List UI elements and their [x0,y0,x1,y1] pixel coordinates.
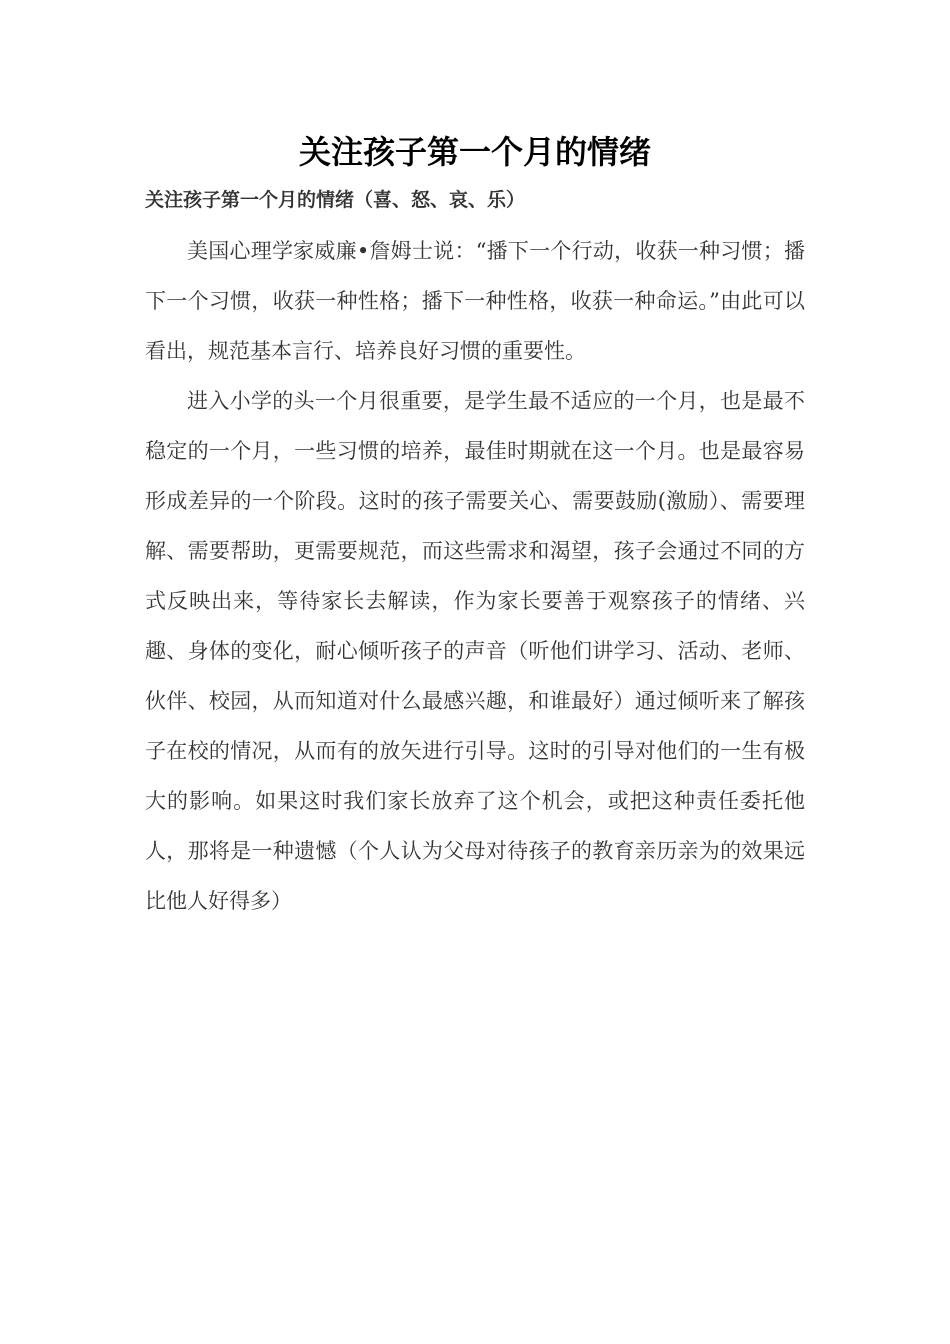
document-body [145,226,805,926]
document-subtitle: 关注孩子第一个月的情绪（喜、怒、哀、乐） [145,189,526,211]
paragraph-first-month: 进入小学的头一个月很重要，是学生最不适应的一个月，也是最不稳定的一个月，一些习惯的培养，最佳时期就在这一个月。也是最容易形成差异的一个阶段。这时的孩子需要关心、需要鼓励(激励）、需要理解、需要帮助，更需要规范，而这些需求和渴望，孩子会通过不同的方式反映出来，等待家长去解读，作为家长要善于观察孩子的情绪、兴趣、身体的变化，耐心倾听孩子的声音（听他们讲学习、活动、老师、伙伴、校园，从而知道对什么最感兴趣，和谁最好）通过倾听来了解孩子在校的情况，从而有的放矢进行引导。这时的引导对他们的一生有极大的影响。如果这时我们家长放弃了这个机会，或把这种责任委托他人，那将是一种遗憾（个人认为父母对待孩子的教育亲历亲为的效果远比他人好得多） [145,389,805,913]
paragraph-quote: 美国心理学家威廉•詹姆士说：“播下一个行动，收获一种习惯；播下一个习惯，收获一种性格；播下一种性格，收获一种命运。”由此可以看出，规范基本言行、培养良好习惯的重要性。 [145,239,805,363]
document-title: 关注孩子第一个月的情绪 [298,133,651,171]
